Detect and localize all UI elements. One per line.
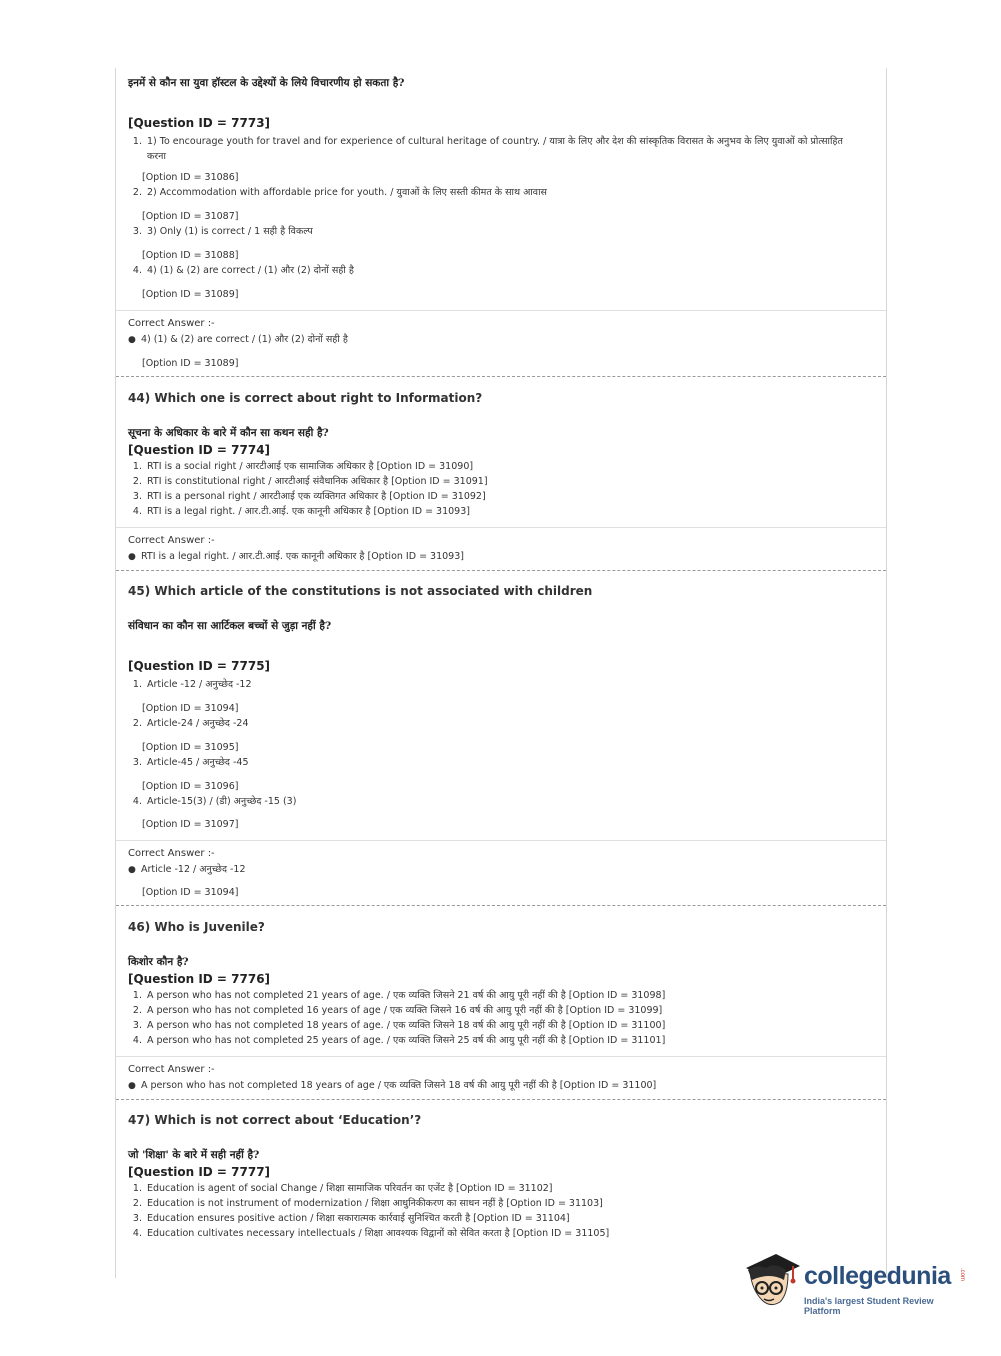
option-text: Article-24 / अनुच्छेद -24 — [147, 718, 249, 729]
option-number: 1. — [132, 679, 142, 690]
correct-answer-label: Correct Answer :- — [128, 535, 215, 546]
correct-answer-text: 4) (1) & (2) are correct / (1) और (2) दोनों सही है — [141, 334, 348, 345]
question-id: [Question ID = 7775] — [128, 659, 271, 673]
option-number: 2. — [132, 1198, 142, 1209]
option-number: 1. — [132, 136, 142, 147]
option-text: A person who has not completed 18 years of age. / एक व्यक्ति जिसने 18 वर्ष की आयु पूरी नहीं की है [Option ID = 31100] — [147, 1020, 666, 1031]
question-45 — [116, 570, 886, 905]
option-item — [116, 794, 886, 809]
option-text: RTI is a legal right. / आर.टी.आई. एक कानूनी अधिकार है [Option ID = 31093] — [147, 506, 470, 517]
question-47 — [116, 1099, 886, 1241]
question-hindi-text: सूचना के अधिकार के बारे में कौन सा कथन सही है? — [128, 427, 329, 439]
option-id: [Option ID = 31088] — [142, 250, 239, 261]
correct-answer-text: A person who has not completed 18 years of age / एक व्यक्ति जिसने 18 वर्ष की आयु पूरी नहीं की है [Option ID = 31100] — [141, 1080, 657, 1091]
bullet-icon: ● — [128, 552, 136, 562]
option-item — [116, 1033, 886, 1056]
correct-answer-text: RTI is a legal right. / आर.टी.आई. एक कानूनी अधिकार है [Option ID = 31093] — [141, 551, 464, 562]
correct-answer — [128, 549, 886, 570]
option-number: 3. — [132, 226, 142, 237]
question-title: 47) Which is not correct about ‘Education’? — [128, 1113, 422, 1127]
option-item — [116, 1003, 886, 1018]
option-list — [116, 677, 886, 840]
option-number: 4. — [132, 506, 142, 517]
option-number: 2. — [132, 718, 142, 729]
correct-answer-label: Correct Answer :- — [128, 848, 215, 859]
correct-answer — [128, 332, 886, 348]
option-text: 2) Accommodation with affordable price for youth. / युवाओं के लिए सस्ती कीमत के साथ आवास — [147, 187, 547, 198]
question-44 — [116, 376, 886, 570]
option-id: [Option ID = 31089] — [142, 289, 239, 300]
question-hindi-text: संविधान का कौन सा आर्टिकल बच्चों से जुड़ा नहीं है? — [128, 620, 332, 632]
correct-answer — [128, 1078, 886, 1099]
option-item — [116, 489, 886, 504]
bullet-icon: ● — [128, 1081, 136, 1091]
option-text: Article-45 / अनुच्छेद -45 — [147, 757, 249, 768]
option-id: [Option ID = 31087] — [142, 211, 239, 222]
option-text: Article-15(3) / (डी) अनुच्छेद -15 (3) — [147, 796, 297, 807]
option-number: 3. — [132, 1213, 142, 1224]
option-item — [116, 263, 886, 278]
collegedunia-logo — [740, 1250, 970, 1320]
option-text: Article -12 / अनुच्छेद -12 — [147, 679, 252, 690]
option-text: 3) Only (1) is correct / 1 सही है विकल्प — [147, 226, 313, 237]
option-number: 2. — [132, 1005, 142, 1016]
option-item — [116, 1018, 886, 1033]
option-list — [116, 134, 886, 310]
correct-answer-label: Correct Answer :- — [128, 318, 215, 329]
question-hindi-text: इनमें से कौन सा युवा हॉस्टल के उद्देश्यों के लिये विचारणीय हो सकता है? — [128, 77, 405, 89]
option-text: 4) (1) & (2) are correct / (1) और (2) दोनों सही है — [147, 265, 354, 276]
option-id: [Option ID = 31094] — [142, 703, 239, 714]
correct-answer-text: Article -12 / अनुच्छेद -12 — [141, 864, 246, 875]
option-number: 3. — [132, 1020, 142, 1031]
bullet-icon: ● — [128, 865, 136, 875]
option-item — [116, 1226, 886, 1241]
option-id: [Option ID = 31096] — [142, 781, 239, 792]
question-id: [Question ID = 7773] — [128, 116, 271, 130]
option-text: 1) To encourage youth for travel and for experience of cultural heritage of country. / यात्रा के लिए और देश की सांस्कृतिक विरासत के अनुभव के लिए युवाओं को प्रोत्साहित करना — [147, 136, 843, 162]
question-hindi-text: किशोर कौन है? — [128, 956, 189, 968]
option-number: 1. — [132, 1183, 142, 1194]
option-item — [116, 1211, 886, 1226]
option-number: 4. — [132, 796, 142, 807]
question-page — [115, 68, 887, 1278]
question-46 — [116, 905, 886, 1099]
question-id: [Question ID = 7776] — [128, 972, 271, 986]
question-title: 45) Which article of the constitutions is not associated with children — [128, 584, 593, 598]
question-id: [Question ID = 7774] — [128, 443, 271, 457]
question-title: 44) Which one is correct about right to Information? — [128, 391, 483, 405]
option-number: 1. — [132, 461, 142, 472]
option-text: RTI is constitutional right / आरटीआई संवैधानिक अधिकार है [Option ID = 31091] — [147, 476, 488, 487]
logo-suffix: .com — [959, 1268, 965, 1282]
option-item — [116, 988, 886, 1003]
option-number: 1. — [132, 990, 142, 1001]
option-id: [Option ID = 31086] — [142, 172, 239, 183]
logo-wordmark: collegedunia — [804, 1262, 951, 1290]
correct-option-id: [Option ID = 31089] — [142, 358, 239, 369]
option-item — [116, 1196, 886, 1211]
option-id: [Option ID = 31097] — [142, 819, 239, 830]
bullet-icon: ● — [128, 335, 136, 345]
option-item — [116, 716, 886, 731]
correct-option-id: [Option ID = 31094] — [142, 887, 239, 898]
option-item — [116, 459, 886, 474]
mascot-icon — [740, 1250, 802, 1316]
correct-answer-label: Correct Answer :- — [128, 1064, 215, 1075]
option-text: Education is not instrument of modernization / शिक्षा आधुनिकीकरण का साधन नहीं है [Option ID = 31103] — [147, 1198, 603, 1209]
option-number: 4. — [132, 1035, 142, 1046]
option-text: RTI is a social right / आरटीआई एक सामाजिक अधिकार है [Option ID = 31090] — [147, 461, 474, 472]
option-text: RTI is a personal right / आरटीआई एक व्यक्तिगत अधिकार है [Option ID = 31092] — [147, 491, 486, 502]
option-item — [116, 134, 886, 164]
logo-tagline: India's largest Student Review Platform — [804, 1296, 934, 1316]
question-id: [Question ID = 7777] — [128, 1165, 271, 1179]
question-title: 46) Who is Juvenile? — [128, 920, 265, 934]
option-text: A person who has not completed 25 years of age. / एक व्यक्ति जिसने 25 वर्ष की आयु पूरी नहीं की है [Option ID = 31101] — [147, 1035, 666, 1046]
option-text: Education ensures positive action / शिक्षा सकारात्मक कार्रवाई सुनिश्चित करती है [Option ID = 31104] — [147, 1213, 570, 1224]
option-item — [116, 224, 886, 239]
option-number: 2. — [132, 187, 142, 198]
option-item — [116, 755, 886, 770]
option-item — [116, 504, 886, 527]
correct-answer — [128, 862, 886, 878]
option-list — [116, 988, 886, 1056]
option-item — [116, 185, 886, 200]
question-hindi-text: जो 'शिक्षा' के बारे में सही नहीं है? — [128, 1149, 260, 1161]
option-number: 4. — [132, 1228, 142, 1239]
option-number: 3. — [132, 491, 142, 502]
option-item — [116, 1181, 886, 1196]
option-number: 4. — [132, 265, 142, 276]
option-list — [116, 459, 886, 527]
option-text: Education cultivates necessary intellectuals / शिक्षा आवश्यक विद्वानों को सेवित करता है [Option ID = 31105] — [147, 1228, 610, 1239]
option-text: Education is agent of social Change / शिक्षा सामाजिक परिवर्तन का एजेंट है [Option ID = 31102] — [147, 1183, 553, 1194]
option-number: 2. — [132, 476, 142, 487]
option-text: A person who has not completed 21 years of age. / एक व्यक्ति जिसने 21 वर्ष की आयु पूरी नहीं की है [Option ID = 31098] — [147, 990, 666, 1001]
question-43 — [116, 68, 886, 376]
option-item — [116, 474, 886, 489]
option-item — [116, 677, 886, 692]
option-list — [116, 1181, 886, 1241]
option-number: 3. — [132, 757, 142, 768]
option-id: [Option ID = 31095] — [142, 742, 239, 753]
option-text: A person who has not completed 16 years of age / एक व्यक्ति जिसने 16 वर्ष की आयु पूरी नहीं की है [Option ID = 31099] — [147, 1005, 663, 1016]
